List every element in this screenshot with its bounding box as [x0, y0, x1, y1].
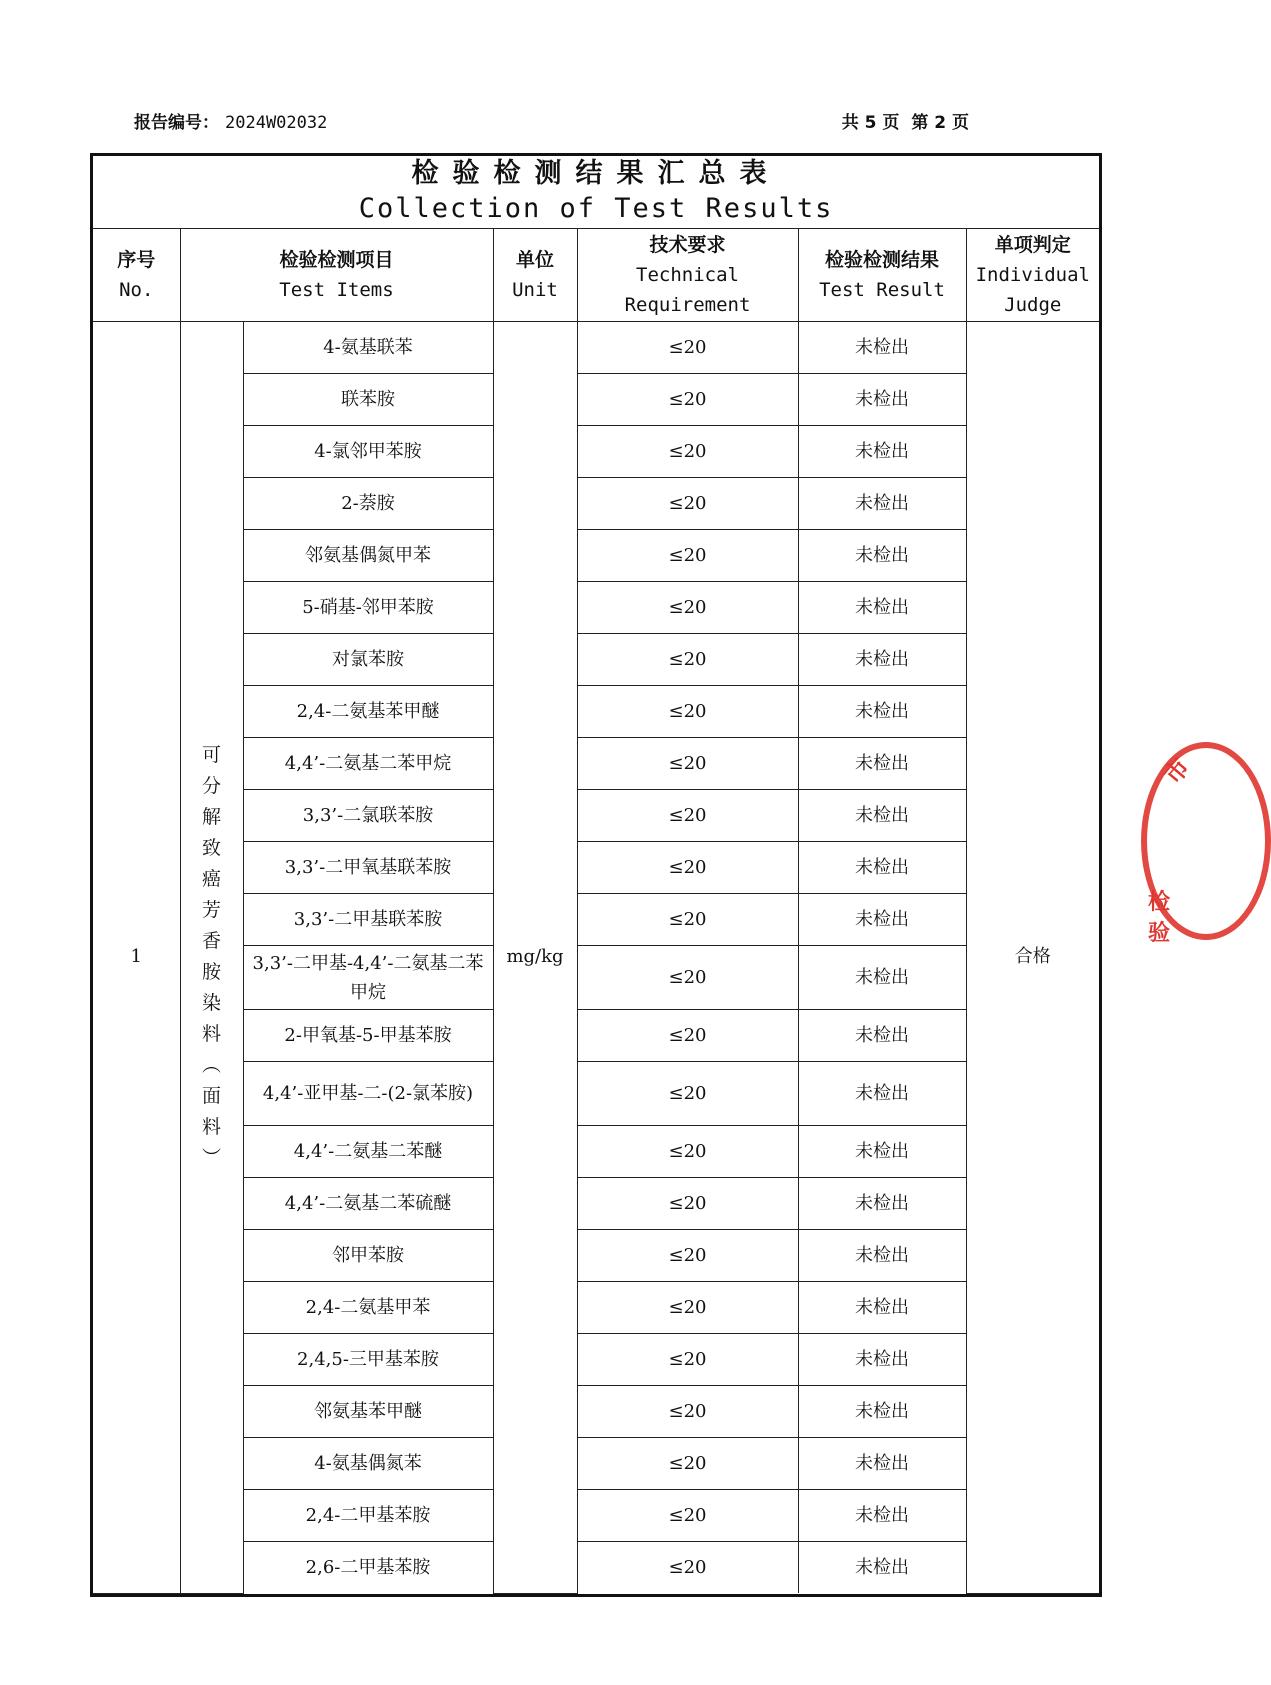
- report-number-line: [134, 108, 327, 133]
- test-result: 未检出: [798, 1230, 966, 1282]
- column-header-row: [93, 229, 1099, 322]
- table-row: [93, 530, 1099, 582]
- col-header-item-en: Test Items: [279, 279, 394, 301]
- technical-requirement: ≤20: [577, 322, 798, 374]
- test-result: 未检出: [798, 738, 966, 790]
- table-row: [93, 1386, 1099, 1438]
- technical-requirement: ≤20: [577, 1062, 798, 1126]
- category-char: 可: [201, 744, 221, 767]
- table-row: [93, 946, 1099, 1010]
- col-header-req-en2: Requirement: [624, 294, 751, 316]
- test-result: 未检出: [798, 1062, 966, 1126]
- test-result: 未检出: [798, 686, 966, 738]
- group-judge: 合格: [966, 322, 1099, 1594]
- table-row: [93, 894, 1099, 946]
- technical-requirement: ≤20: [577, 686, 798, 738]
- technical-requirement: ≤20: [577, 1438, 798, 1490]
- table-row: [93, 1230, 1099, 1282]
- test-result: 未检出: [798, 1490, 966, 1542]
- technical-requirement: ≤20: [577, 1126, 798, 1178]
- table-row: [93, 1062, 1099, 1126]
- category-char: 芳: [201, 899, 221, 922]
- col-header-result: [798, 229, 966, 322]
- table-row: [93, 790, 1099, 842]
- page-info: [836, 108, 969, 133]
- table-row: [93, 842, 1099, 894]
- test-item: 邻氨基偶氮甲苯: [243, 530, 493, 582]
- table-row: [93, 634, 1099, 686]
- col-header-no-cn: 序号: [117, 249, 156, 271]
- report-header: [134, 108, 969, 138]
- test-result: 未检出: [798, 1334, 966, 1386]
- table-row: [93, 1178, 1099, 1230]
- technical-requirement: ≤20: [577, 894, 798, 946]
- test-item: 2,4-二甲基苯胺: [243, 1490, 493, 1542]
- category-char: 分: [201, 775, 221, 798]
- report-number-label: 报告编号：: [134, 113, 219, 133]
- table-row: [93, 478, 1099, 530]
- group-number: 1: [93, 322, 180, 1594]
- technical-requirement: ≤20: [577, 1386, 798, 1438]
- technical-requirement: ≤20: [577, 1178, 798, 1230]
- test-result: 未检出: [798, 946, 966, 1010]
- technical-requirement: ≤20: [577, 530, 798, 582]
- col-header-no: [93, 229, 180, 322]
- table-title: [93, 156, 1099, 229]
- technical-requirement: ≤20: [577, 582, 798, 634]
- technical-requirement: ≤20: [577, 1334, 798, 1386]
- test-result: 未检出: [798, 1438, 966, 1490]
- group-unit: mg/kg: [493, 322, 577, 1594]
- col-header-judge-en1: Individual: [975, 264, 1090, 286]
- category-char: 面: [201, 1085, 221, 1108]
- test-item: 2-萘胺: [243, 478, 493, 530]
- technical-requirement: ≤20: [577, 1490, 798, 1542]
- seal-text-top: 市: [1158, 752, 1196, 790]
- category-char: 解: [201, 806, 221, 829]
- technical-requirement: ≤20: [577, 1282, 798, 1334]
- test-result: 未检出: [798, 1386, 966, 1438]
- table-row: [93, 1334, 1099, 1386]
- table-row: [93, 582, 1099, 634]
- test-item: 邻氨基苯甲醚: [243, 1386, 493, 1438]
- col-header-judge-cn: 单项判定: [994, 234, 1071, 256]
- technical-requirement: ≤20: [577, 478, 798, 530]
- test-item: 邻甲苯胺: [243, 1230, 493, 1282]
- table-row: [93, 1010, 1099, 1062]
- table-title-en: Collection of Test Results: [358, 193, 834, 224]
- col-header-no-en: No.: [119, 279, 154, 301]
- technical-requirement: ≤20: [577, 1230, 798, 1282]
- test-item: 4-氨基偶氮苯: [243, 1438, 493, 1490]
- technical-requirement: ≤20: [577, 790, 798, 842]
- results-body: [93, 322, 1099, 1594]
- col-header-req-cn: 技术要求: [649, 234, 726, 256]
- table-row: [93, 1438, 1099, 1490]
- table-row: [93, 1282, 1099, 1334]
- test-result: 未检出: [798, 1010, 966, 1062]
- test-result: 未检出: [798, 790, 966, 842]
- col-header-judge: [966, 229, 1099, 322]
- test-result: 未检出: [798, 634, 966, 686]
- table-title-cn: 检验检测结果汇总表: [411, 158, 781, 189]
- col-header-requirement: [577, 229, 798, 322]
- test-item: 4,4’-二氨基二苯醚: [243, 1126, 493, 1178]
- category-char: 料: [201, 1023, 221, 1046]
- table-row: [93, 322, 1099, 374]
- col-header-item-cn: 检验检测项目: [279, 249, 394, 271]
- test-result: 未检出: [798, 1542, 966, 1594]
- category-char: ︵: [201, 1054, 221, 1077]
- test-item: 对氯苯胺: [243, 634, 493, 686]
- col-header-item: [180, 229, 493, 322]
- test-item: 2,4-二氨基甲苯: [243, 1282, 493, 1334]
- table-row: [93, 1542, 1099, 1594]
- category-char: 香: [201, 930, 221, 953]
- test-result: 未检出: [798, 1126, 966, 1178]
- category-char: 癌: [201, 868, 221, 891]
- test-result: 未检出: [798, 842, 966, 894]
- col-header-result-cn: 检验检测结果: [824, 249, 939, 271]
- test-item: 2,6-二甲基苯胺: [243, 1542, 493, 1594]
- category-char: 胺: [201, 961, 221, 984]
- test-result: 未检出: [798, 322, 966, 374]
- test-result: 未检出: [798, 426, 966, 478]
- results-table: [93, 156, 1099, 1594]
- category-char: 染: [201, 992, 221, 1015]
- test-result: 未检出: [798, 530, 966, 582]
- results-table-frame: [90, 153, 1102, 1597]
- col-header-req-en1: Technical: [636, 264, 739, 286]
- table-row: [93, 374, 1099, 426]
- table-row: [93, 1126, 1099, 1178]
- table-row: [93, 1490, 1099, 1542]
- category-char: ︶: [201, 1147, 221, 1170]
- test-item: 3,3’-二甲基联苯胺: [243, 894, 493, 946]
- technical-requirement: ≤20: [577, 842, 798, 894]
- technical-requirement: ≤20: [577, 1542, 798, 1594]
- table-row: [93, 426, 1099, 478]
- technical-requirement: ≤20: [577, 634, 798, 686]
- current-page: 第 2 页: [911, 113, 969, 133]
- test-item: 4,4’-二氨基二苯甲烷: [243, 738, 493, 790]
- test-item: 联苯胺: [243, 374, 493, 426]
- test-result: 未检出: [798, 374, 966, 426]
- col-header-result-en: Test Result: [819, 279, 945, 301]
- test-item: 4-氨基联苯: [243, 322, 493, 374]
- test-result: 未检出: [798, 894, 966, 946]
- test-item: 3,3’-二甲氧基联苯胺: [243, 842, 493, 894]
- test-item: 2-甲氧基-5-甲基苯胺: [243, 1010, 493, 1062]
- col-header-unit-en: Unit: [512, 279, 558, 301]
- technical-requirement: ≤20: [577, 426, 798, 478]
- technical-requirement: ≤20: [577, 738, 798, 790]
- col-header-unit: [493, 229, 577, 322]
- table-row: [93, 686, 1099, 738]
- test-result: 未检出: [798, 478, 966, 530]
- test-item: 2,4,5-三甲基苯胺: [243, 1334, 493, 1386]
- test-item: 4,4’-二氨基二苯硫醚: [243, 1178, 493, 1230]
- test-result: 未检出: [798, 1178, 966, 1230]
- col-header-judge-en2: Judge: [1004, 294, 1062, 316]
- category-char: 料: [201, 1116, 221, 1139]
- test-item: 3,3’-二甲基-4,4’-二氨基二苯甲烷: [243, 946, 493, 1010]
- category-char: 致: [201, 837, 221, 860]
- technical-requirement: ≤20: [577, 374, 798, 426]
- technical-requirement: ≤20: [577, 946, 798, 1010]
- seal-text-bottom: 检验: [1148, 890, 1171, 946]
- table-row: [93, 738, 1099, 790]
- test-item: 4,4’-亚甲基-二-(2-氯苯胺): [243, 1062, 493, 1126]
- test-item: 5-硝基-邻甲苯胺: [243, 582, 493, 634]
- test-item: 3,3’-二氯联苯胺: [243, 790, 493, 842]
- test-result: 未检出: [798, 1282, 966, 1334]
- technical-requirement: ≤20: [577, 1010, 798, 1062]
- test-result: 未检出: [798, 582, 966, 634]
- report-number: 2024W02032: [225, 113, 328, 133]
- col-header-unit-cn: 单位: [515, 249, 554, 271]
- total-pages: 共 5 页: [841, 113, 900, 133]
- test-item: 2,4-二氨基苯甲醚: [243, 686, 493, 738]
- group-category: [180, 322, 243, 1594]
- test-item: 4-氯邻甲苯胺: [243, 426, 493, 478]
